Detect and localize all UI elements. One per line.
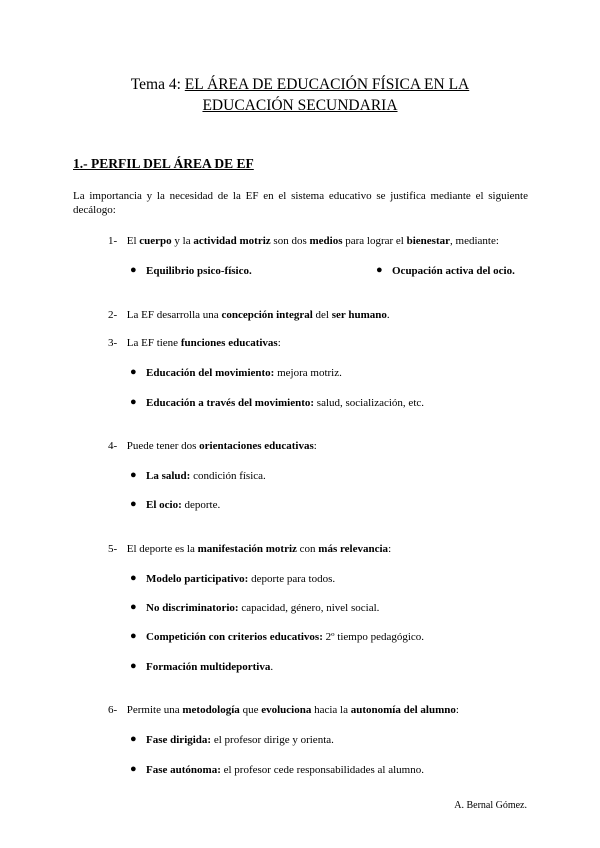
bullet-bold: Formación multideportiva	[146, 661, 271, 673]
bullet-dot-icon: ●	[130, 572, 137, 584]
bullet-text: salud, socialización, etc.	[314, 397, 425, 409]
bullet-bold: La salud:	[146, 470, 191, 482]
bullet-text: deporte.	[181, 499, 221, 511]
item-text: con	[296, 543, 319, 555]
title-line-2: EDUCACIÓN SECUNDARIA	[202, 97, 398, 114]
bullet-text: condición física.	[190, 470, 266, 482]
item-bold: medios	[309, 235, 343, 247]
bullet-item	[130, 660, 274, 674]
item-number: 6-	[108, 704, 118, 716]
item-text: Puede tener dos	[126, 440, 200, 452]
item-text: :	[313, 440, 317, 452]
list-item-2	[108, 308, 390, 322]
item-bold: autonomía del alumno	[350, 704, 456, 716]
item-bold: más relevancia	[318, 543, 389, 555]
item-bold: concepción integral	[221, 309, 313, 321]
bullet-item	[130, 763, 424, 777]
document-title	[60, 74, 540, 116]
bullet-text: Equilibrio psico-físico.	[146, 265, 252, 277]
item-text: El	[126, 235, 140, 247]
item-bold: funciones educativas	[180, 337, 278, 349]
item-text: El deporte es la	[126, 543, 198, 555]
item-number: 2-	[108, 309, 118, 321]
item-text: La EF tiene	[126, 337, 181, 349]
bullet-text: capacidad, género, nivel social.	[238, 602, 380, 614]
bullet-item	[130, 601, 380, 615]
bullet-dot-icon: ●	[130, 763, 137, 775]
list-item-6	[108, 703, 459, 717]
item-text: Permite una	[126, 704, 183, 716]
bullet-dot-icon: ●	[130, 469, 137, 481]
section-heading: 1.- PERFIL DEL ÁREA DE EF	[73, 156, 254, 171]
bullet-bold: Educación a través del movimiento:	[146, 397, 315, 409]
bullet-dot-icon: ●	[130, 498, 137, 510]
bullet-text: el profesor dirige y orienta.	[211, 734, 334, 746]
item-text: , mediante:	[450, 235, 499, 247]
bullet-item	[130, 469, 266, 483]
item-bold: ser humano	[331, 309, 387, 321]
item-number: 1-	[108, 235, 118, 247]
bullet-dot-icon: ●	[130, 630, 137, 642]
item-text: :	[277, 337, 281, 349]
item-number: 4-	[108, 440, 118, 452]
item-bold: bienestar	[406, 235, 451, 247]
bullet-text: .	[270, 661, 274, 673]
item-text: y la	[171, 235, 194, 247]
item-text: hacia la	[311, 704, 351, 716]
item-text: :	[455, 704, 459, 716]
bullet-bold: Educación del movimiento:	[146, 367, 275, 379]
bullet-dot-icon: ●	[130, 733, 137, 745]
item-text: del	[312, 309, 332, 321]
bullet-bold: Competición con criterios educativos:	[146, 631, 323, 643]
bullet-item	[130, 572, 336, 586]
list-item-3	[108, 336, 281, 350]
item-bold: manifestación motriz	[197, 543, 297, 555]
item-text: para lograr el	[342, 235, 407, 247]
item-bold: actividad motriz	[193, 235, 271, 247]
bullet-item	[130, 630, 425, 644]
item-bold: metodología	[182, 704, 240, 716]
bullet-dot-icon: ●	[130, 366, 137, 378]
item-text: que	[239, 704, 262, 716]
bullet-dot-icon: ●	[376, 264, 383, 276]
bullet-bold: Fase dirigida:	[146, 734, 212, 746]
bullet-bold: Fase autónoma:	[146, 764, 221, 776]
list-item-4	[108, 439, 317, 453]
item-bold: orientaciones educativas	[199, 440, 314, 452]
bullet-item	[376, 264, 515, 278]
bullet-item	[130, 366, 342, 380]
bullet-item	[130, 396, 425, 410]
author-footer: A. Bernal Gómez.	[454, 800, 527, 811]
bullet-text: el profesor cede responsabilidades al alumno.	[220, 764, 424, 776]
item-number: 5-	[108, 543, 118, 555]
bullet-dot-icon: ●	[130, 396, 137, 408]
bullet-text: deporte para todos.	[248, 573, 336, 585]
intro-paragraph: La importancia y la necesidad de la EF en el sistema educativo se justifica mediante el siguiente decálogo:	[73, 190, 528, 216]
title-prefix: Tema 4:	[130, 76, 185, 93]
bullet-bold: El ocio:	[146, 499, 182, 511]
bullet-text: Ocupación activa del ocio.	[392, 265, 515, 277]
bullet-item	[130, 264, 252, 278]
bullet-dot-icon: ●	[130, 264, 137, 276]
item-text: .	[386, 309, 390, 321]
title-line-1: EL ÁREA DE EDUCACIÓN FÍSICA EN LA	[184, 76, 470, 93]
item-text: :	[388, 543, 392, 555]
bullet-dot-icon: ●	[130, 601, 137, 613]
bullet-item	[130, 498, 221, 512]
bullet-bold: Modelo participativo:	[146, 573, 249, 585]
item-text: La EF desarrolla una	[126, 309, 222, 321]
bullet-text: mejora motriz.	[274, 367, 342, 379]
item-bold: cuerpo	[139, 235, 172, 247]
bullet-text: 2º tiempo pedagógico.	[322, 631, 425, 643]
item-text: son dos	[270, 235, 310, 247]
item-number: 3-	[108, 337, 118, 349]
list-item-5	[108, 542, 391, 556]
bullet-bold: No discriminatorio:	[146, 602, 239, 614]
list-item-1	[108, 234, 499, 248]
bullet-item	[130, 733, 334, 747]
item-bold: evoluciona	[261, 704, 312, 716]
bullet-dot-icon: ●	[130, 660, 137, 672]
